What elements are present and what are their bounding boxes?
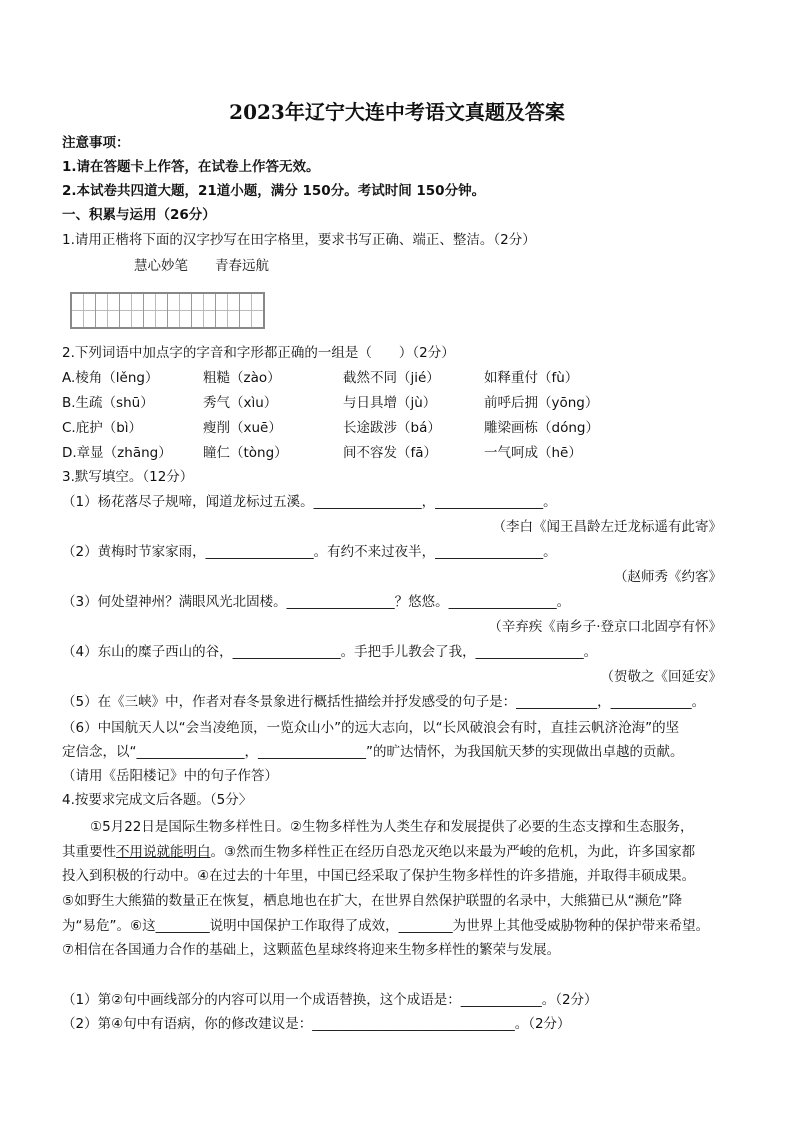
grid-cell[interactable] bbox=[144, 294, 168, 327]
q3-source-2: （赵师秀《约客》 bbox=[614, 569, 722, 585]
q3-item-4[interactable]: （4）东山的糜子西山的谷，________________。手把手儿教会了我，________________。 bbox=[62, 644, 598, 660]
notice-item: 2.本试卷共四道大题，21道小题，满分 150分。考试时间 150分钟。 bbox=[62, 183, 486, 199]
passage-line: ⑤如野生大熊猫的数量正在恢复，栖息地也在扩大，在世界自然保护联盟的名录中，大熊猫已从“濒危”降 bbox=[62, 893, 683, 909]
page-title: 2023年辽宁大连中考语文真题及答案 bbox=[229, 100, 565, 124]
q3-item-3[interactable]: （3）何处望神州？满眼风光北固楼。________________？悠悠。________________。 bbox=[62, 594, 571, 610]
passage-text: 。③然而生物多样性正在经历自恐龙灭绝以来最为严峻的危机，为此，许多国家都 bbox=[210, 844, 696, 860]
question-3: 3.默写填空。（12分） bbox=[62, 469, 194, 485]
grid-cell[interactable] bbox=[120, 294, 144, 327]
option-word: B.生疏（shū） bbox=[62, 395, 154, 411]
notice-heading: 注意事项： bbox=[62, 135, 130, 151]
grid-cell[interactable] bbox=[168, 294, 192, 327]
option-word: 秀气（xìu） bbox=[203, 395, 278, 411]
tianzige-grid[interactable] bbox=[70, 292, 265, 329]
section-heading: 一、积累与运用（26分） bbox=[62, 207, 216, 223]
q3-source-3: （辛弃疾《南乡子·登京口北固亭有怀》 bbox=[488, 619, 722, 635]
option-word: 与日具增（jù） bbox=[343, 395, 437, 411]
q3-item-2[interactable]: （2）黄梅时节家家雨，________________。有约不来过夜半，________________。 bbox=[62, 544, 557, 560]
question-1: 1.请用正楷将下面的汉字抄写在田字格里，要求书写正确、端正、整洁。（2分） bbox=[62, 232, 536, 248]
q4-sub-2[interactable]: （2）第④句中有语病，你的修改建议是：______________________________。（2分） bbox=[62, 1016, 571, 1032]
passage-line[interactable]: 为“易危”。⑥这________说明中国保护工作取得了成效，________为世界上其他受威胁物种的保护带来希望。 bbox=[62, 918, 710, 934]
passage-text: 其重要性 bbox=[62, 844, 116, 860]
question-2: 2.下列词语中加点字的字音和字形都正确的一组是（ ）（2分） bbox=[62, 345, 455, 361]
q3-item-1[interactable]: （1）杨花落尽子规啼，闻道龙标过五溪。________________，________________。 bbox=[62, 494, 557, 510]
option-word: 间不容发（fā） bbox=[343, 445, 438, 461]
grid-cell[interactable] bbox=[72, 294, 96, 327]
grid-cell[interactable] bbox=[96, 294, 120, 327]
option-word: D.章显（zhāng） bbox=[62, 445, 172, 461]
option-word: 瘦削（xuē） bbox=[203, 420, 282, 436]
grid-cell[interactable] bbox=[216, 294, 240, 327]
q3-item-5[interactable]: （5）在《三峡》中，作者对春冬景象进行概括性描绘并抒发感受的句子是：____________，____________。 bbox=[62, 694, 706, 710]
option-word: 前呼后拥（yōng） bbox=[484, 395, 599, 411]
q4-sub-1[interactable]: （1）第②句中画线部分的内容可以用一个成语替换，这个成语是：____________。（2分） bbox=[62, 992, 598, 1008]
option-word: 雕梁画栋（dóng） bbox=[484, 420, 599, 436]
option-word: 截然不同（jié） bbox=[343, 370, 440, 386]
passage-line: ①5月22日是国际生物多样性日。②生物多样性为人类生存和发展提供了必要的生态支撑和生态服务， bbox=[90, 819, 694, 835]
q3-item-6-cont[interactable]: 定信念，以“________________，________________”的旷达情怀，为我国航天梦的实现做出卓越的贡献。 bbox=[62, 744, 684, 760]
q3-item-6: （6）中国航天人以“会当凌绝顶，一览众山小”的远大志向，以“长风破浪会有时，直挂云帆济沧海”的坚 bbox=[62, 720, 680, 736]
q3-item-6-note: （请用《岳阳楼记》中的句子作答） bbox=[62, 768, 278, 784]
grid-cell[interactable] bbox=[240, 294, 263, 327]
grid-cell[interactable] bbox=[192, 294, 216, 327]
option-word: C.庇护（bì） bbox=[62, 420, 143, 436]
option-word: 瞳仁（tòng） bbox=[203, 445, 288, 461]
q3-source-1: （李白《闻王昌龄左迁龙标遥有此寄》 bbox=[492, 519, 722, 535]
passage-line: ⑦相信在各国通力合作的基础上，这颗蓝色星球终将迎来生物多样性的繁荣与发展。 bbox=[62, 942, 561, 958]
question-4: 4.按要求完成文后各题。（5分〉 bbox=[62, 792, 253, 808]
option-word: A.棱角（lěng） bbox=[62, 370, 159, 386]
copy-words: 慧心妙笔 青春远航 bbox=[134, 258, 269, 274]
option-word: 一气呵成（hē） bbox=[484, 445, 582, 461]
option-word: 粗糙（zào） bbox=[203, 370, 281, 386]
notice-item: 1.请在答题卡上作答，在试卷上作答无效。 bbox=[62, 159, 320, 175]
option-word: 长途跋涉（bá） bbox=[343, 420, 441, 436]
q3-source-4: （贺敬之《回延安》 bbox=[600, 669, 722, 685]
underlined-phrase: 不用说就能明白 bbox=[116, 844, 211, 860]
option-word: 如释重付（fù） bbox=[484, 370, 579, 386]
passage-line bbox=[62, 843, 695, 861]
passage-line: 投入到积极的行动中。④在过去的十年里，中国已经采取了保护生物多样性的许多措施，并取得丰硕成果。 bbox=[62, 868, 696, 884]
